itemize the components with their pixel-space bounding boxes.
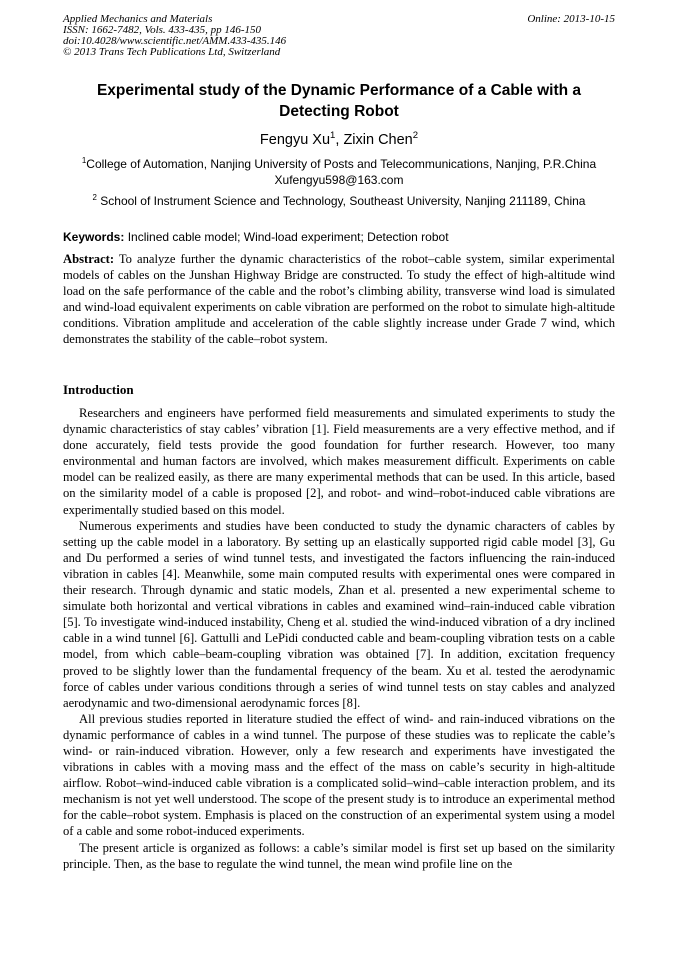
author-name: Fengyu Xu — [259, 132, 331, 148]
author-name: Zixin Chen — [343, 132, 413, 148]
doi-line: doi:10.4028/www.scientific.net/AMM.433-435.146 — [63, 35, 287, 47]
author-email — [50, 172, 628, 188]
online-date: Online: 2013-10-15 — [527, 13, 615, 25]
author-separator: , — [335, 132, 344, 148]
affiliation-1 — [50, 156, 628, 172]
author-affiliation-mark: 1 — [330, 130, 336, 142]
keywords-text: Inclined cable model; Wind-load experiment; Detection robot — [124, 230, 449, 244]
body-paragraph: Numerous experiments and studies have been conducted to study the dynamic characters of cables by setting up the cable model in a laboratory. By setting up an elastically supported rigid cable model [3], Gu and Du performed a series of wind tunnel tests, and investigated the factors influencing the rain-induced vibration in cables [4]. Meanwhile, some main computed results with experimental ones were compared in their research. Through dynamic and static models, Zhan et al. presented a new experimental scheme to simulate both horizontal and vertical vibrations in cables and examined wind–rain-induced cable vibration [5]. To investigate wind-induced instability, Cheng et al. studied the wind-induced vibration of a dry inclined cable in a wind tunnel [6]. Gattulli and LePidi conducted cable and beam-coupling vibration tests on a cable model, from which cable–beam-coupling vibration was obtained [7]. In addition, excitation frequency proved to be slightly lower than the fundamental frequency of the beam. Xu et al. tested the aerodynamic force of cables under various conditions through a series of wind tunnel tests on stay cables and analyzed aerodynamic and two-dimensional aerodynamic forces [8]. — [63, 518, 615, 710]
copyright-line: © 2013 Trans Tech Publications Ltd, Switzerland — [63, 46, 281, 58]
affiliation-mark: 1 — [81, 156, 87, 165]
author-list — [63, 131, 615, 149]
paper-title: Experimental study of the Dynamic Performance of a Cable with a Detecting Robot — [96, 82, 582, 120]
body-paragraph: All previous studies reported in literature studied the effect of wind- and rain-induced vibrations on the dynamic performance of cables in a wind tunnel. The purpose of these studies was to replicate the cable’s wind- or rain-induced vibration. However, only a few research and experiments have investigated the vibrations in cables with a moving mass and the effect of the mass on cable’s security in high-altitude airflow. Robot–wind-induced cable vibration is a complicated solid–wind–cable interaction problem, and its mechanism is not yet well understood. The scope of the present study is to introduce an experimental method for the cable–robot system. Emphasis is placed on the construction of an experimental system using a model of a cable and some robot-induced experiments. — [63, 711, 615, 839]
email-text: Xufengyu598@163.com — [274, 173, 404, 187]
affiliation-text: School of Instrument Science and Technology, Southeast University, Nanjing 211189, China — [96, 194, 586, 208]
journal-name: Applied Mechanics and Materials — [63, 13, 213, 25]
affiliation-2 — [50, 193, 628, 209]
body-paragraph: The present article is organized as follows: a cable’s similar model is first set up based on the similarity principle. Then, as the base to regulate the wind tunnel, the mean wind profile line on the — [63, 840, 615, 871]
abstract-label: Abstract: — [63, 252, 115, 266]
issn-line: ISSN: 1662-7482, Vols. 433-435, pp 146-150 — [63, 24, 261, 36]
keywords — [63, 229, 449, 245]
affiliation-text: College of Automation, Nanjing University of Posts and Telecommunications, Nanjing, P.R.China — [86, 157, 597, 171]
abstract — [63, 251, 615, 348]
body-paragraph: Researchers and engineers have performed field measurements and simulated experiments to study the dynamic characteristics of stay cables’ vibration [1]. Field measurements are a very effective method, and if done accurately, field tests provide the good foundation for further research. However, too many environmental and human factors are involved, which makes measurement difficult. Experiments on cable model can be realized easily, as there are many experimental methods that can be used. In this article, based on the similarity model of a cable is proposed [2], and robot- and wind–robot-induced cable vibrations are experimentally studied based on this model. — [63, 406, 615, 517]
introduction-body — [63, 405, 615, 872]
author-affiliation-mark: 2 — [412, 130, 419, 142]
abstract-text: To analyze further the dynamic characteristics of the robot–cable system, similar experimental models of cables on the Junshan Highway Bridge are constructed. To study the effect of high-altitude wind load on the safe performance of the cable and the robot’s climbing ability, transverse wind load is simulated and wind-load equivalent experiments on cable vibration are performed on the robot to simulate high-altitude conditions. Vibration amplitude and acceleration of the cable slightly increase under Grade 7 wind, which demonstrates the stability of the cable–robot system. — [63, 252, 615, 347]
section-heading: Introduction — [63, 382, 134, 397]
abstract-paragraph — [63, 251, 615, 348]
affiliation-mark: 2 — [92, 193, 97, 202]
keywords-label: Keywords: — [63, 230, 125, 244]
